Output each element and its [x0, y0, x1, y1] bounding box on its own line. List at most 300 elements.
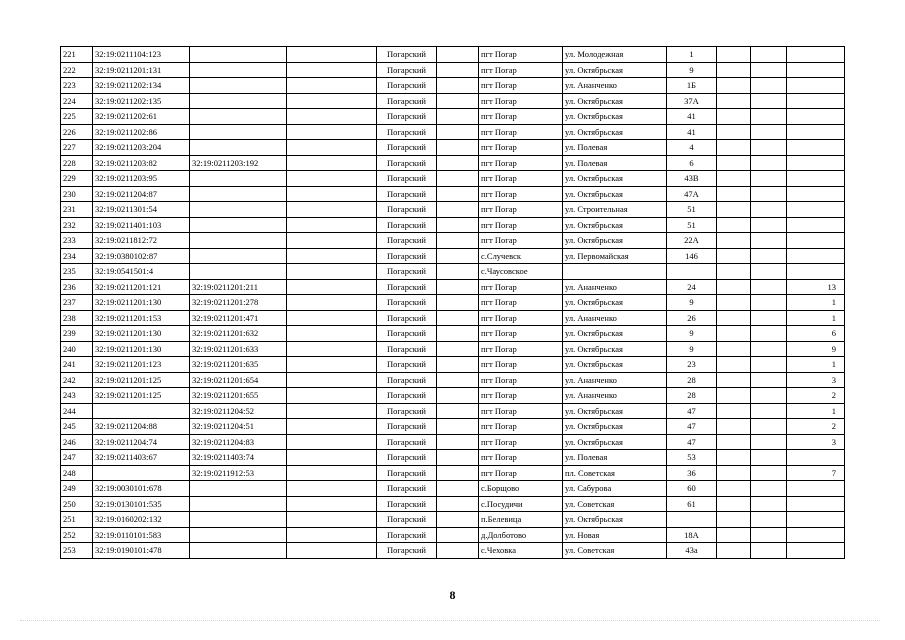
- table-row: [61, 341, 845, 357]
- cell-unit-number: [787, 233, 845, 249]
- cell-cadastral-number: [93, 403, 190, 419]
- cell-house-number: 6: [667, 155, 717, 171]
- cell-cadastral-number: 32:19:0190101:478: [93, 543, 190, 559]
- cell-house-number: 47: [667, 403, 717, 419]
- cell-parent-cadastral-number: [190, 217, 287, 233]
- cell-unit-number: [787, 93, 845, 109]
- cell-row-number: 236: [61, 279, 93, 295]
- cell-street: ул. Октябрьская: [563, 217, 667, 233]
- cell-blank-col2: [437, 264, 479, 280]
- cell-settlement: пгт Погар: [479, 372, 563, 388]
- cell-cadastral-number: 32:19:0211201:130: [93, 295, 190, 311]
- cell-settlement: пгт Погар: [479, 78, 563, 94]
- cell-row-number: 231: [61, 202, 93, 218]
- cell-row-number: 247: [61, 450, 93, 466]
- cell-blank-col: [287, 543, 377, 559]
- cell-blank-col: [287, 357, 377, 373]
- cell-district: Погарский: [377, 512, 437, 528]
- cell-blank-col: [287, 419, 377, 435]
- cell-blank-col3: [717, 388, 751, 404]
- cell-blank-col: [287, 388, 377, 404]
- cell-cadastral-number: 32:19:0211201:125: [93, 372, 190, 388]
- cell-parent-cadastral-number: 32:19:0211201:654: [190, 372, 287, 388]
- cell-blank-col2: [437, 279, 479, 295]
- cell-district: Погарский: [377, 78, 437, 94]
- cell-house-number: 1: [667, 47, 717, 63]
- cell-settlement: пгт Погар: [479, 93, 563, 109]
- cell-blank-col: [287, 47, 377, 63]
- cell-district: Погарский: [377, 543, 437, 559]
- cell-blank-col2: [437, 527, 479, 543]
- table-row: [61, 512, 845, 528]
- cell-blank-col: [287, 140, 377, 156]
- cell-parent-cadastral-number: 32:19:0211204:52: [190, 403, 287, 419]
- cell-unit-number: [787, 62, 845, 78]
- cell-unit-number: [787, 527, 845, 543]
- table-row: [61, 109, 845, 125]
- cell-blank-col3: [717, 465, 751, 481]
- cell-parent-cadastral-number: 32:19:0211204:51: [190, 419, 287, 435]
- cell-street: ул. Октябрьская: [563, 124, 667, 140]
- cell-settlement: с.Случевск: [479, 248, 563, 264]
- cell-street: ул. Советская: [563, 543, 667, 559]
- cell-street: ул. Ананченко: [563, 78, 667, 94]
- cell-unit-number: 1: [787, 295, 845, 311]
- cell-blank-col2: [437, 171, 479, 187]
- cell-parent-cadastral-number: [190, 248, 287, 264]
- scan-noise-line: [20, 620, 880, 625]
- cell-house-number: 146: [667, 248, 717, 264]
- table-row: [61, 527, 845, 543]
- cell-parent-cadastral-number: [190, 186, 287, 202]
- cell-blank-col3: [717, 512, 751, 528]
- cell-row-number: 238: [61, 310, 93, 326]
- table-row: [61, 248, 845, 264]
- cell-settlement: пгт Погар: [479, 186, 563, 202]
- cell-parent-cadastral-number: [190, 78, 287, 94]
- cell-blank-col2: [437, 155, 479, 171]
- table-row: [61, 450, 845, 466]
- table-row: [61, 295, 845, 311]
- cell-cadastral-number: 32:19:0211203:95: [93, 171, 190, 187]
- cell-blank-col2: [437, 233, 479, 249]
- cell-street: ул. Ананченко: [563, 310, 667, 326]
- cell-blank-col4: [751, 326, 787, 342]
- cell-house-number: 9: [667, 62, 717, 78]
- cell-blank-col: [287, 248, 377, 264]
- cell-house-number: 22А: [667, 233, 717, 249]
- cell-blank-col4: [751, 62, 787, 78]
- cell-unit-number: 1: [787, 403, 845, 419]
- cell-blank-col4: [751, 419, 787, 435]
- cell-unit-number: [787, 140, 845, 156]
- cell-street: ул. Октябрьская: [563, 357, 667, 373]
- cell-house-number: 43В: [667, 171, 717, 187]
- cell-house-number: 47А: [667, 186, 717, 202]
- cell-blank-col4: [751, 357, 787, 373]
- cell-street: ул. Октябрьская: [563, 341, 667, 357]
- table-row: [61, 140, 845, 156]
- cell-blank-col4: [751, 295, 787, 311]
- cell-blank-col4: [751, 341, 787, 357]
- cell-unit-number: 13: [787, 279, 845, 295]
- cell-house-number: 24: [667, 279, 717, 295]
- cell-row-number: 227: [61, 140, 93, 156]
- cell-blank-col: [287, 124, 377, 140]
- cell-settlement: пгт Погар: [479, 295, 563, 311]
- table-row: [61, 279, 845, 295]
- cell-blank-col3: [717, 419, 751, 435]
- cell-parent-cadastral-number: 32:19:0211201:211: [190, 279, 287, 295]
- cell-street: ул. Полевая: [563, 155, 667, 171]
- cell-district: Погарский: [377, 217, 437, 233]
- cell-blank-col4: [751, 109, 787, 125]
- cell-row-number: 243: [61, 388, 93, 404]
- cell-row-number: 230: [61, 186, 93, 202]
- cell-street: ул. Ананченко: [563, 388, 667, 404]
- cell-unit-number: 3: [787, 372, 845, 388]
- cell-row-number: 248: [61, 465, 93, 481]
- cell-district: Погарский: [377, 372, 437, 388]
- cell-row-number: 246: [61, 434, 93, 450]
- cell-blank-col3: [717, 155, 751, 171]
- cell-unit-number: [787, 171, 845, 187]
- cell-district: Погарский: [377, 388, 437, 404]
- cell-unit-number: 1: [787, 357, 845, 373]
- cell-unit-number: [787, 155, 845, 171]
- cell-cadastral-number: 32:19:0211403:67: [93, 450, 190, 466]
- cell-district: Погарский: [377, 341, 437, 357]
- cell-blank-col: [287, 155, 377, 171]
- cell-district: Погарский: [377, 295, 437, 311]
- cell-unit-number: 9: [787, 341, 845, 357]
- cell-row-number: 241: [61, 357, 93, 373]
- cell-cadastral-number: 32:19:0211204:74: [93, 434, 190, 450]
- cell-blank-col: [287, 512, 377, 528]
- cell-cadastral-number: 32:19:0211201:131: [93, 62, 190, 78]
- cell-house-number: 51: [667, 217, 717, 233]
- cell-district: Погарский: [377, 248, 437, 264]
- cell-blank-col: [287, 93, 377, 109]
- cell-blank-col3: [717, 109, 751, 125]
- cell-street: ул. Октябрьская: [563, 419, 667, 435]
- cell-cadastral-number: 32:19:0211201:121: [93, 279, 190, 295]
- cell-blank-col2: [437, 47, 479, 63]
- cell-district: Погарский: [377, 186, 437, 202]
- cell-row-number: 229: [61, 171, 93, 187]
- cell-blank-col4: [751, 450, 787, 466]
- cell-blank-col3: [717, 295, 751, 311]
- cell-parent-cadastral-number: [190, 233, 287, 249]
- cell-house-number: 9: [667, 295, 717, 311]
- table-body: [61, 47, 845, 559]
- cell-street: ул. Октябрьская: [563, 62, 667, 78]
- cell-settlement: пгт Погар: [479, 171, 563, 187]
- cell-row-number: 224: [61, 93, 93, 109]
- cell-blank-col3: [717, 93, 751, 109]
- cell-settlement: д.Долботово: [479, 527, 563, 543]
- cell-blank-col4: [751, 481, 787, 497]
- cell-cadastral-number: 32:19:0211202:86: [93, 124, 190, 140]
- cell-parent-cadastral-number: [190, 171, 287, 187]
- cell-parent-cadastral-number: [190, 512, 287, 528]
- table-row: [61, 93, 845, 109]
- table-row: [61, 310, 845, 326]
- cell-blank-col4: [751, 217, 787, 233]
- cell-settlement: пгт Погар: [479, 109, 563, 125]
- cell-blank-col4: [751, 124, 787, 140]
- cell-row-number: 223: [61, 78, 93, 94]
- cell-blank-col4: [751, 248, 787, 264]
- table-row: [61, 357, 845, 373]
- cell-blank-col4: [751, 140, 787, 156]
- cell-cadastral-number: [93, 465, 190, 481]
- cell-unit-number: 3: [787, 434, 845, 450]
- cell-district: Погарский: [377, 450, 437, 466]
- cell-unit-number: [787, 248, 845, 264]
- cell-house-number: 60: [667, 481, 717, 497]
- cell-house-number: 9: [667, 341, 717, 357]
- cell-street: ул. Строительная: [563, 202, 667, 218]
- cell-parent-cadastral-number: [190, 202, 287, 218]
- cell-parent-cadastral-number: [190, 481, 287, 497]
- cell-settlement: пгт Погар: [479, 62, 563, 78]
- cell-settlement: пгт Погар: [479, 357, 563, 373]
- cell-blank-col3: [717, 264, 751, 280]
- cell-house-number: 37А: [667, 93, 717, 109]
- cell-unit-number: [787, 264, 845, 280]
- cell-cadastral-number: 32:19:0211202:134: [93, 78, 190, 94]
- cell-blank-col: [287, 403, 377, 419]
- cell-settlement: пгт Погар: [479, 202, 563, 218]
- table-row: [61, 388, 845, 404]
- cell-house-number: 36: [667, 465, 717, 481]
- cell-blank-col: [287, 186, 377, 202]
- table-row: [61, 217, 845, 233]
- cell-cadastral-number: 32:19:0211401:103: [93, 217, 190, 233]
- cell-blank-col2: [437, 310, 479, 326]
- cell-parent-cadastral-number: 32:19:0211201:471: [190, 310, 287, 326]
- cell-blank-col2: [437, 124, 479, 140]
- cell-blank-col3: [717, 543, 751, 559]
- cell-parent-cadastral-number: 32:19:0211201:278: [190, 295, 287, 311]
- cell-settlement: пгт Погар: [479, 388, 563, 404]
- cell-unit-number: 2: [787, 419, 845, 435]
- cell-blank-col4: [751, 78, 787, 94]
- cell-settlement: пгт Погар: [479, 403, 563, 419]
- cell-blank-col2: [437, 543, 479, 559]
- cell-settlement: пгт Погар: [479, 310, 563, 326]
- cell-cadastral-number: 32:19:0211201:130: [93, 341, 190, 357]
- table-row: [61, 543, 845, 559]
- cell-district: Погарский: [377, 357, 437, 373]
- cell-parent-cadastral-number: [190, 62, 287, 78]
- cell-district: Погарский: [377, 155, 437, 171]
- cell-street: ул. Октябрьская: [563, 403, 667, 419]
- table-row: [61, 419, 845, 435]
- cell-street: ул. Советская: [563, 496, 667, 512]
- cell-settlement: пгт Погар: [479, 341, 563, 357]
- cell-settlement: пгт Погар: [479, 217, 563, 233]
- cell-unit-number: 7: [787, 465, 845, 481]
- cell-unit-number: [787, 217, 845, 233]
- cell-parent-cadastral-number: [190, 124, 287, 140]
- cell-blank-col: [287, 310, 377, 326]
- cell-unit-number: [787, 109, 845, 125]
- cell-blank-col4: [751, 155, 787, 171]
- table-row: [61, 171, 845, 187]
- cell-settlement: пгт Погар: [479, 124, 563, 140]
- cell-blank-col3: [717, 434, 751, 450]
- cell-cadastral-number: 32:19:0160202:132: [93, 512, 190, 528]
- cell-blank-col3: [717, 279, 751, 295]
- cell-district: Погарский: [377, 47, 437, 63]
- cell-unit-number: [787, 496, 845, 512]
- cell-street: ул. Октябрьская: [563, 434, 667, 450]
- cell-blank-col: [287, 326, 377, 342]
- cell-district: Погарский: [377, 124, 437, 140]
- cell-house-number: 18А: [667, 527, 717, 543]
- cell-row-number: 242: [61, 372, 93, 388]
- cell-parent-cadastral-number: 32:19:0211912:53: [190, 465, 287, 481]
- cell-cadastral-number: 32:19:0211812:72: [93, 233, 190, 249]
- cell-district: Погарский: [377, 202, 437, 218]
- cell-unit-number: [787, 47, 845, 63]
- cell-cadastral-number: 32:19:0130101:535: [93, 496, 190, 512]
- table-row: [61, 403, 845, 419]
- cell-unit-number: [787, 450, 845, 466]
- cell-blank-col4: [751, 372, 787, 388]
- cell-blank-col3: [717, 217, 751, 233]
- cell-district: Погарский: [377, 434, 437, 450]
- cell-blank-col3: [717, 186, 751, 202]
- cell-street: ул. Полевая: [563, 140, 667, 156]
- cell-street: ул. Октябрьская: [563, 171, 667, 187]
- cell-row-number: 233: [61, 233, 93, 249]
- cell-blank-col: [287, 465, 377, 481]
- cell-unit-number: 6: [787, 326, 845, 342]
- cell-blank-col: [287, 264, 377, 280]
- table-row: [61, 155, 845, 171]
- cell-parent-cadastral-number: 32:19:0211203:192: [190, 155, 287, 171]
- cell-blank-col: [287, 372, 377, 388]
- table-row: [61, 434, 845, 450]
- cell-street: ул. Октябрьская: [563, 233, 667, 249]
- cell-house-number: 51: [667, 202, 717, 218]
- cell-settlement: п.Белевица: [479, 512, 563, 528]
- cell-blank-col2: [437, 186, 479, 202]
- cell-unit-number: [787, 124, 845, 140]
- cell-blank-col3: [717, 496, 751, 512]
- cell-blank-col3: [717, 326, 751, 342]
- cell-cadastral-number: 32:19:0211204:88: [93, 419, 190, 435]
- cell-blank-col4: [751, 279, 787, 295]
- cell-street: ул. Новая: [563, 527, 667, 543]
- cell-blank-col: [287, 481, 377, 497]
- cell-street: [563, 264, 667, 280]
- cell-blank-col2: [437, 512, 479, 528]
- cell-settlement: пгт Погар: [479, 140, 563, 156]
- cell-cadastral-number: 32:19:0211201:130: [93, 326, 190, 342]
- cell-street: ул. Октябрьская: [563, 512, 667, 528]
- cell-street: ул. Первомайская: [563, 248, 667, 264]
- cell-blank-col3: [717, 450, 751, 466]
- cell-district: Погарский: [377, 496, 437, 512]
- cell-blank-col2: [437, 357, 479, 373]
- cell-cadastral-number: 32:19:0030101:678: [93, 481, 190, 497]
- cell-blank-col: [287, 62, 377, 78]
- cell-parent-cadastral-number: [190, 47, 287, 63]
- cell-blank-col: [287, 217, 377, 233]
- cell-blank-col: [287, 233, 377, 249]
- cell-blank-col4: [751, 527, 787, 543]
- cell-blank-col2: [437, 403, 479, 419]
- cell-street: ул. Октябрьская: [563, 93, 667, 109]
- property-register-table: [60, 46, 845, 559]
- cell-house-number: 47: [667, 419, 717, 435]
- cell-parent-cadastral-number: [190, 264, 287, 280]
- cell-blank-col4: [751, 465, 787, 481]
- cell-settlement: пгт Погар: [479, 465, 563, 481]
- table-row: [61, 264, 845, 280]
- cell-house-number: 4: [667, 140, 717, 156]
- cell-blank-col2: [437, 341, 479, 357]
- cell-blank-col2: [437, 481, 479, 497]
- cell-blank-col4: [751, 512, 787, 528]
- cell-house-number: [667, 512, 717, 528]
- cell-parent-cadastral-number: 32:19:0211201:632: [190, 326, 287, 342]
- cell-cadastral-number: 32:19:0380102:87: [93, 248, 190, 264]
- cell-street: ул. Ананченко: [563, 372, 667, 388]
- cell-blank-col: [287, 434, 377, 450]
- cell-settlement: с.Чеховка: [479, 543, 563, 559]
- cell-parent-cadastral-number: [190, 496, 287, 512]
- cell-parent-cadastral-number: 32:19:0211201:635: [190, 357, 287, 373]
- cell-blank-col: [287, 527, 377, 543]
- cell-street: ул. Ананченко: [563, 279, 667, 295]
- cell-district: Погарский: [377, 310, 437, 326]
- cell-house-number: 41: [667, 109, 717, 125]
- cell-cadastral-number: 32:19:0211201:123: [93, 357, 190, 373]
- cell-house-number: 43а: [667, 543, 717, 559]
- cell-district: Погарский: [377, 109, 437, 125]
- cell-blank-col3: [717, 248, 751, 264]
- table-row: [61, 326, 845, 342]
- cell-district: Погарский: [377, 465, 437, 481]
- cell-cadastral-number: 32:19:0211104:123: [93, 47, 190, 63]
- cell-settlement: пгт Погар: [479, 450, 563, 466]
- cell-blank-col2: [437, 109, 479, 125]
- cell-district: Погарский: [377, 171, 437, 187]
- table-row: [61, 62, 845, 78]
- cell-blank-col2: [437, 62, 479, 78]
- cell-settlement: с.Борщово: [479, 481, 563, 497]
- cell-cadastral-number: 32:19:0211201:125: [93, 388, 190, 404]
- cell-district: Погарский: [377, 93, 437, 109]
- cell-blank-col4: [751, 434, 787, 450]
- cell-blank-col: [287, 109, 377, 125]
- cell-blank-col4: [751, 496, 787, 512]
- cell-house-number: 28: [667, 388, 717, 404]
- table-row: [61, 186, 845, 202]
- cell-blank-col3: [717, 202, 751, 218]
- cell-blank-col3: [717, 78, 751, 94]
- cell-blank-col3: [717, 47, 751, 63]
- cell-blank-col2: [437, 140, 479, 156]
- cell-blank-col2: [437, 434, 479, 450]
- cell-district: Погарский: [377, 264, 437, 280]
- cell-district: Погарский: [377, 527, 437, 543]
